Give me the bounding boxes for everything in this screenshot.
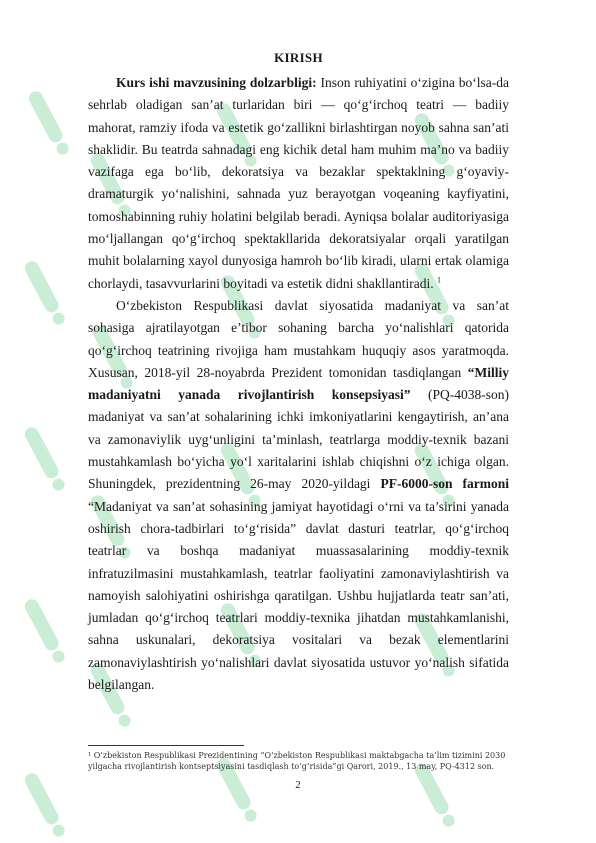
- page-number: 2: [295, 779, 301, 791]
- policy-text-1: O‘zbekiston Respublikasi davlat siyosatida madaniyat va san’at sohasiga ajratilayotgan e’tibor sohaning barcha yo‘nalishlari qatorida qo‘g‘irchoq teatrining rivojiga ham mustahkam huquqiy asos yaratmoqda. Xususan, 2018-yil 28-noyabrda Prezident tomonidan tasdiqlangan: [88, 297, 509, 380]
- relevance-lead: Kurs ishi mavzusining dolzarbligi:: [116, 75, 317, 90]
- footnote-separator: [88, 745, 244, 746]
- policy-text-3: “Madaniyat va san’at sohasining jamiyat hayotidagi o‘rni va ta’sirini yanada oshirish chora-tadbirlari to‘g‘risida” davlat dasturi teatrlar, qo‘g‘irchoq teatrlar va boshqa madaniyat muassasalarining moddiy-texnik infratuzilmasini mustahkamlash, teatrlar faoliyatini zamonaviylashtirish va namoyish salohiyatini oshirishga qaratilgan. Ushbu hujjatlarda teatr san’ati, jumladan qo‘g‘irchoq teatrlari moddiy-texnika jihatdan mustahkamlanishi, sahna uskunalari, dekoratsiya vositalari va bezak elementlarini zamonaviylashtirish yo‘nalishlari davlat siyosatida ustuvor yo‘nalish sifatida belgilangan.: [88, 498, 509, 693]
- section-heading: KIRISH: [274, 50, 323, 65]
- document-body: [88, 50, 509, 696]
- watermark-mark: [15, 255, 74, 331]
- paragraph-relevance: [88, 72, 509, 295]
- policy-decree-number: PF-6000-son farmoni: [380, 476, 509, 492]
- footnote-text: ¹ O‘zbekiston Respublikasi Prezidentining “O‘zbekiston Respublikasi maktabgacha ta’lim tizimini 2030 yilgacha rivojlantirish kontseptsiyasini tasdiqlash to‘g‘risida”gi Qarori, 2019., 13 may, PQ-4312 son.: [88, 751, 506, 771]
- policy-text-2: (PQ-4038-son) madaniyat va san’at sohalarining ichki imkoniyatlarini kengaytirish, an’ana va zamonaviylik uyg‘unligini ta’minlash, teatrlarga moddiy-texnik bazani mustahkamlash bo‘yicha yo‘l xaritalarini ishlab chiqishni o‘z ichiga olgan. Shuningdek, prezidentning 26-may 2020-yildagi: [88, 387, 509, 492]
- watermark-mark: [15, 593, 74, 669]
- watermark-mark: [15, 421, 74, 497]
- policy-concept-title: “Milliy madaniyatni yanada rivojlantirish konsepsiyasi”: [88, 364, 509, 403]
- footnote-reference[interactable]: 1: [437, 275, 442, 285]
- paragraph-state-policy: [88, 295, 509, 696]
- relevance-text: Inson ruhiyatini o‘zigina bo‘lsa-da sehrlab oladigan san’at turlaridan biri — qo‘g‘irchoq teatri — badiiy mahorat, ramziy ifoda va estetik go‘zallikni birlashtirgan noyob sahna san’ati shaklidir. Bu teatrda sahnadagi eng kichik detal ham muhim ma’no va badiiy vazifaga ega bo‘lib, dekoratsiya va bezaklar spektaklning g‘oyaviy-dramaturgik yo‘nalishini, sahnada yuz berayotgan voqeaning kayfiyatini, tomoshabinning ruhiy holatini belgilab beradi. Ayniqsa bolalar auditoriyasiga mo‘ljallangan qo‘g‘irchoq spektakllarida dekoratsiyalar orqali yaratilgan muhit bolalarning xayol dunyosiga hamroh bo‘lib kiradi, ularni ertak olamiga chorlaydi, tasavvurlarini boyitadi va estetik didni shakllantiradi.: [88, 75, 509, 291]
- watermark-mark: [19, 85, 78, 161]
